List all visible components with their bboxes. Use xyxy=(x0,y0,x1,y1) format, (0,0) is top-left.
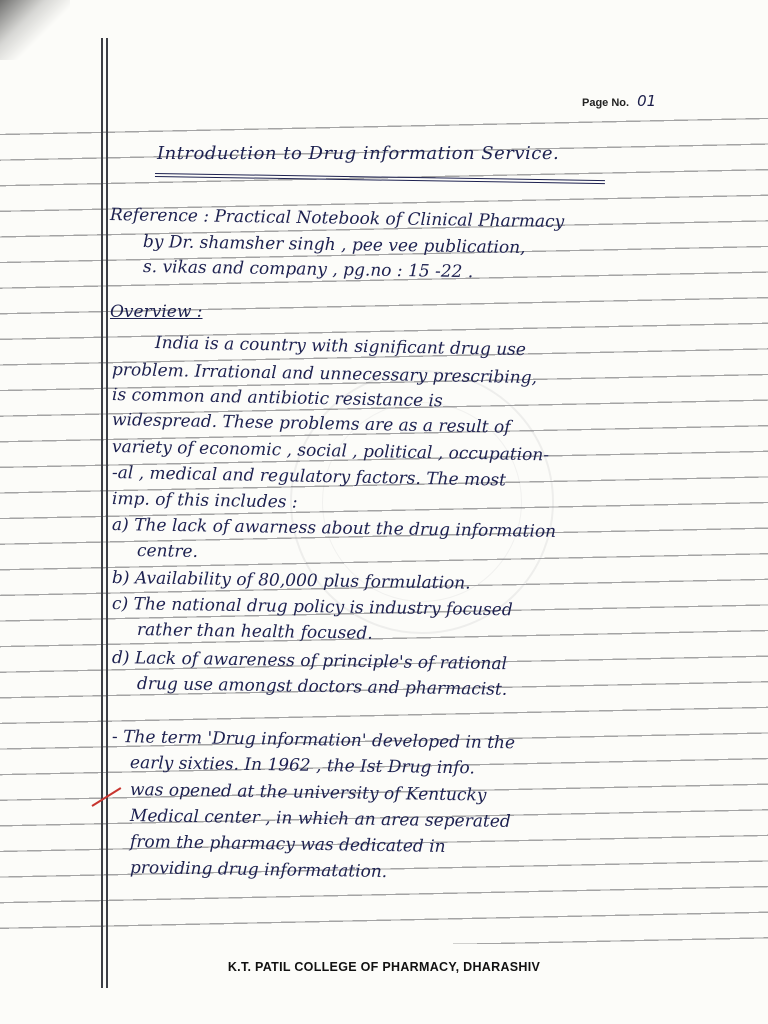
history-line: was opened at the university of Kentucky xyxy=(129,780,487,806)
college-footer: K.T. PATIL COLLEGE OF PHARMACY, DHARASHIV xyxy=(227,960,541,974)
margin-line xyxy=(101,38,103,988)
margin-line xyxy=(106,38,108,988)
page-title: Introduction to Drug information Service. xyxy=(157,143,560,164)
factor-item-continued: centre. xyxy=(136,541,199,562)
reference-line: Reference : Practical Notebook of Clinical Pharmacy xyxy=(109,205,565,233)
page-number-value: 01 xyxy=(637,92,657,110)
page-footer-area xyxy=(0,944,768,1024)
history-line: - The term 'Drug information' developed in the xyxy=(111,727,516,754)
factor-item: d) Lack of awareness of principle's of rational xyxy=(111,648,508,675)
overview-line: problem. Irrational and unnecessary prescribing, xyxy=(111,360,538,389)
history-line: providing drug informatation. xyxy=(129,858,388,883)
factor-item-continued: rather than health focused. xyxy=(136,620,373,644)
factor-item-continued: drug use amongst doctors and pharmacist. xyxy=(136,674,508,700)
factor-item: b) Availability of 80,000 plus formulation. xyxy=(111,568,471,594)
page-number-label: Page No. xyxy=(582,97,630,109)
history-line: early sixties. In 1962 , the Ist Drug info. xyxy=(129,753,475,779)
overview-line: India is a country with significant drug use xyxy=(154,333,527,361)
history-line: Medical center , in which an area seperated xyxy=(129,806,511,832)
overview-line: variety of economic , social , political , occupation- xyxy=(111,437,550,466)
reference-line: by Dr. shamsher singh , pee vee publication, xyxy=(142,232,526,259)
overview-line: widespread. These problems are as a result of xyxy=(111,410,511,438)
factor-item: c) The national drug policy is industry focused xyxy=(111,594,513,621)
overview-heading: Overview : xyxy=(110,302,203,322)
overview-line: imp. of this includes : xyxy=(111,489,298,513)
overview-line: -al , medical and regulatory factors. The most xyxy=(111,463,507,491)
overview-line: is common and antibiotic resistance is xyxy=(111,385,443,412)
corner-shadow xyxy=(0,0,70,60)
factor-item: a) The lack of awarness about the drug information xyxy=(111,515,557,542)
reference-line: s. vikas and company , pg.no : 15 -22 . xyxy=(142,257,474,283)
history-line: from the pharmacy was dedicated in xyxy=(129,832,446,857)
page-number xyxy=(582,92,656,110)
